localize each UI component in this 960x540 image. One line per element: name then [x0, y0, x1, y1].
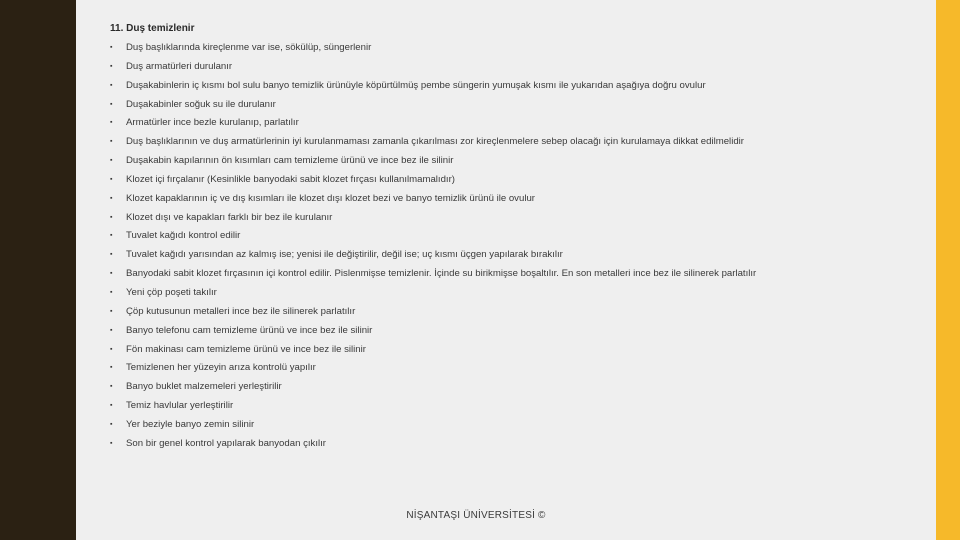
bullet-icon: ▪	[110, 119, 113, 127]
bullet-text: Klozet içi fırçalanır (Kesinlikle banyodaki sabit klozet fırçası kullanılmamalıdır)	[126, 173, 455, 185]
bullet-text: Duşakabinlerin iç kısmı bol sulu banyo temizlik ürünüyle köpürtülmüş pembe süngerin yumuşak kısmı ile yukarıdan aşağıya doğru ovulur	[126, 79, 706, 91]
bullet-item	[110, 362, 930, 381]
bullet-item	[110, 155, 930, 174]
bullet-item	[110, 325, 930, 344]
right-accent-bar	[936, 0, 960, 540]
bullet-icon: ▪	[110, 213, 113, 221]
bullet-icon: ▪	[110, 402, 113, 410]
bullet-text: Banyo buklet malzemeleri yerleştirilir	[126, 381, 282, 393]
bullet-item	[110, 381, 930, 400]
bullet-text: Son bir genel kontrol yapılarak banyodan çıkılır	[126, 437, 326, 449]
bullet-text: Duş başlıklarında kireçlenme var ise, sökülüp, süngerlenir	[126, 42, 372, 53]
bullet-icon: ▪	[110, 288, 113, 296]
slide-footer: NİŞANTAŞI ÜNİVERSİTESİ ©	[406, 510, 546, 521]
bullet-text: Banyodaki sabit klozet fırçasının içi kontrol edilir. Pislenmişse temizlenir. İçinde su birikmişse boşaltılır. En son metalleri ince bez ile silinerek parlatılır	[126, 268, 757, 280]
bullet-item	[110, 42, 930, 61]
bullet-item	[110, 268, 930, 287]
bullet-icon: ▪	[110, 232, 113, 240]
bullet-icon: ▪	[110, 157, 113, 165]
bullet-item	[110, 306, 930, 325]
bullet-item	[110, 174, 930, 193]
bullet-icon: ▪	[110, 364, 113, 372]
bullet-item	[110, 400, 930, 419]
bullet-icon: ▪	[110, 439, 113, 447]
bullet-list	[110, 42, 930, 457]
bullet-text: Klozet kapaklarının iç ve dış kısımları ile klozet dışı klozet bezi ve banyo temizlik ürünü ile ovulur	[126, 192, 535, 204]
bullet-item	[110, 249, 930, 268]
bullet-text: Temiz havlular yerleştirilir	[126, 400, 234, 412]
bullet-icon: ▪	[110, 420, 113, 428]
bullet-item	[110, 61, 930, 80]
bullet-text: Tuvalet kağıdı kontrol edilir	[126, 230, 241, 242]
bullet-item	[110, 80, 930, 99]
bullet-icon: ▪	[110, 138, 113, 146]
left-decorative-bar	[0, 0, 76, 540]
bullet-text: Yeni çöp poşeti takılır	[126, 286, 217, 298]
bullet-text: Yer beziyle banyo zemin silinir	[126, 418, 255, 430]
bullet-text: Duşakabin kapılarının ön kısımları cam temizleme ürünü ve ince bez ile silinir	[126, 155, 454, 167]
slide-title: 11. Duş temizlenir	[110, 23, 195, 34]
bullet-item	[110, 193, 930, 212]
bullet-icon: ▪	[110, 307, 113, 315]
bullet-item	[110, 212, 930, 231]
bullet-item	[110, 419, 930, 438]
bullet-icon: ▪	[110, 44, 113, 51]
bullet-icon: ▪	[110, 100, 113, 108]
bullet-text: Armatürler ince bezle kurulanıp, parlatılır	[126, 117, 299, 129]
bullet-item	[110, 287, 930, 306]
bullet-item	[110, 230, 930, 249]
bullet-item	[110, 99, 930, 118]
bullet-text: Tuvalet kağıdı yarısından az kalmış ise; yenisi ile değiştirilir, değil ise; uç kısmı üçgen yapılarak bırakılır	[126, 249, 563, 261]
bullet-icon: ▪	[110, 383, 113, 391]
bullet-icon: ▪	[110, 62, 113, 70]
bullet-text: Banyo telefonu cam temizleme ürünü ve ince bez ile silinir	[126, 324, 373, 336]
bullet-item	[110, 438, 930, 457]
bullet-icon: ▪	[110, 251, 113, 259]
slide-content	[76, 0, 936, 540]
bullet-item	[110, 344, 930, 363]
bullet-icon: ▪	[110, 81, 113, 89]
bullet-icon: ▪	[110, 326, 113, 334]
bullet-item	[110, 136, 930, 155]
bullet-text: Duş başlıklarının ve duş armatürlerinin iyi kurulanmaması zamanla çıkarılması zor kireçlenmelere sebep olacağı için kurulamaya dikkat edilmelidir	[126, 136, 744, 148]
bullet-text: Klozet dışı ve kapakları farklı bir bez ile kurulanır	[126, 211, 333, 223]
bullet-icon: ▪	[110, 270, 113, 278]
bullet-item	[110, 117, 930, 136]
bullet-icon: ▪	[110, 194, 113, 202]
bullet-icon: ▪	[110, 175, 113, 183]
bullet-text: Çöp kutusunun metalleri ince bez ile silinerek parlatılır	[126, 305, 356, 317]
bullet-text: Temizlenen her yüzeyin arıza kontrolü yapılır	[126, 362, 316, 374]
bullet-text: Fön makinası cam temizleme ürünü ve ince bez ile silinir	[126, 343, 366, 355]
bullet-text: Duş armatürleri durulanır	[126, 60, 233, 72]
bullet-icon: ▪	[110, 345, 113, 353]
bullet-text: Duşakabinler soğuk su ile durulanır	[126, 98, 276, 110]
